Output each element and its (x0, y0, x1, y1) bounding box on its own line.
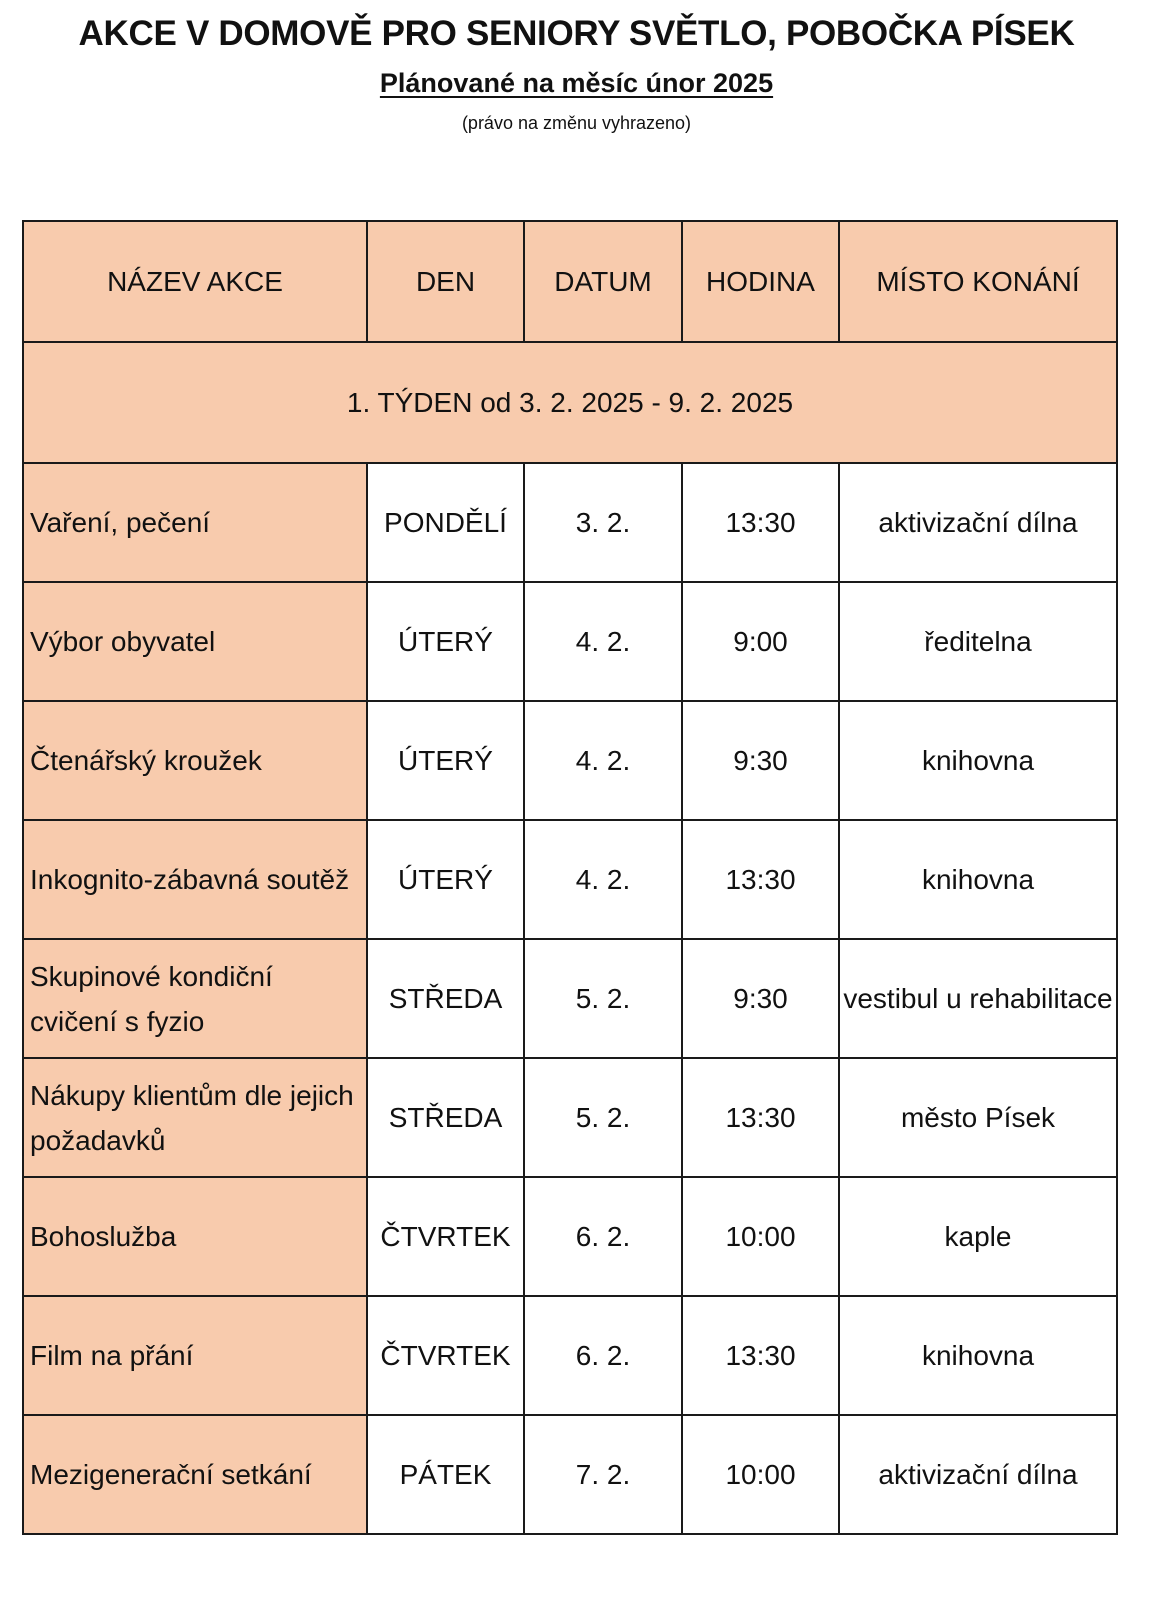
page-subtitle-text: Plánované na měsíc únor 2025 (379, 68, 774, 98)
date-cell: 6. 2. (524, 1177, 682, 1296)
place-cell: knihovna (839, 820, 1117, 939)
table-row (23, 1177, 1117, 1296)
event-name-cell: Bohoslužba (23, 1177, 367, 1296)
header-place: MÍSTO KONÁNÍ (839, 221, 1117, 342)
date-cell: 4. 2. (524, 701, 682, 820)
time-cell: 9:30 (682, 939, 839, 1058)
place-cell: ředitelna (839, 582, 1117, 701)
table-row (23, 939, 1117, 1058)
day-cell: PÁTEK (367, 1415, 524, 1534)
day-cell: ČTVRTEK (367, 1177, 524, 1296)
place-cell: město Písek (839, 1058, 1117, 1177)
table-row (23, 1058, 1117, 1177)
header-row (23, 221, 1117, 342)
time-cell: 13:30 (682, 820, 839, 939)
time-cell: 10:00 (682, 1415, 839, 1534)
table-row (23, 582, 1117, 701)
time-cell: 13:30 (682, 1296, 839, 1415)
header-time: HODINA (682, 221, 839, 342)
time-cell: 13:30 (682, 463, 839, 582)
time-cell: 9:00 (682, 582, 839, 701)
table-row (23, 820, 1117, 939)
table-row (23, 463, 1117, 582)
place-cell: vestibul u rehabilitace (839, 939, 1117, 1058)
page-subtitle (0, 66, 1153, 100)
place-cell: aktivizační dílna (839, 1415, 1117, 1534)
week-row (23, 342, 1117, 463)
header-event-name: NÁZEV AKCE (23, 221, 367, 342)
time-cell: 10:00 (682, 1177, 839, 1296)
event-name-cell: Skupinové kondiční cvičení s fyzio (23, 939, 367, 1058)
table-row (23, 1296, 1117, 1415)
day-cell: ÚTERÝ (367, 582, 524, 701)
date-cell: 3. 2. (524, 463, 682, 582)
date-cell: 6. 2. (524, 1296, 682, 1415)
event-name-cell: Vaření, pečení (23, 463, 367, 582)
change-notice: (právo na změnu vyhrazeno) (461, 113, 692, 133)
event-name-cell: Čtenářský kroužek (23, 701, 367, 820)
time-cell: 13:30 (682, 1058, 839, 1177)
table-row (23, 1415, 1117, 1534)
place-cell: kaple (839, 1177, 1117, 1296)
table-row (23, 701, 1117, 820)
time-cell: 9:30 (682, 701, 839, 820)
place-cell: knihovna (839, 701, 1117, 820)
day-cell: ÚTERÝ (367, 701, 524, 820)
day-cell: PONDĚLÍ (367, 463, 524, 582)
header-day: DEN (367, 221, 524, 342)
day-cell: ÚTERÝ (367, 820, 524, 939)
event-name-cell: Výbor obyvatel (23, 582, 367, 701)
day-cell: ČTVRTEK (367, 1296, 524, 1415)
day-cell: STŘEDA (367, 939, 524, 1058)
week-label: 1. TÝDEN od 3. 2. 2025 - 9. 2. 2025 (23, 342, 1117, 463)
events-table (22, 220, 1118, 1535)
place-cell: aktivizační dílna (839, 463, 1117, 582)
date-cell: 4. 2. (524, 582, 682, 701)
event-name-cell: Inkognito-zábavná soutěž (23, 820, 367, 939)
event-name-cell: Nákupy klientům dle jejich požadavků (23, 1058, 367, 1177)
date-cell: 7. 2. (524, 1415, 682, 1534)
event-name-cell: Film na přání (23, 1296, 367, 1415)
date-cell: 4. 2. (524, 820, 682, 939)
date-cell: 5. 2. (524, 939, 682, 1058)
page-title: AKCE V DOMOVĚ PRO SENIORY SVĚTLO, POBOČKA PÍSEK (78, 14, 1075, 53)
date-cell: 5. 2. (524, 1058, 682, 1177)
place-cell: knihovna (839, 1296, 1117, 1415)
header-date: DATUM (524, 221, 682, 342)
day-cell: STŘEDA (367, 1058, 524, 1177)
event-name-cell: Mezigenerační setkání (23, 1415, 367, 1534)
